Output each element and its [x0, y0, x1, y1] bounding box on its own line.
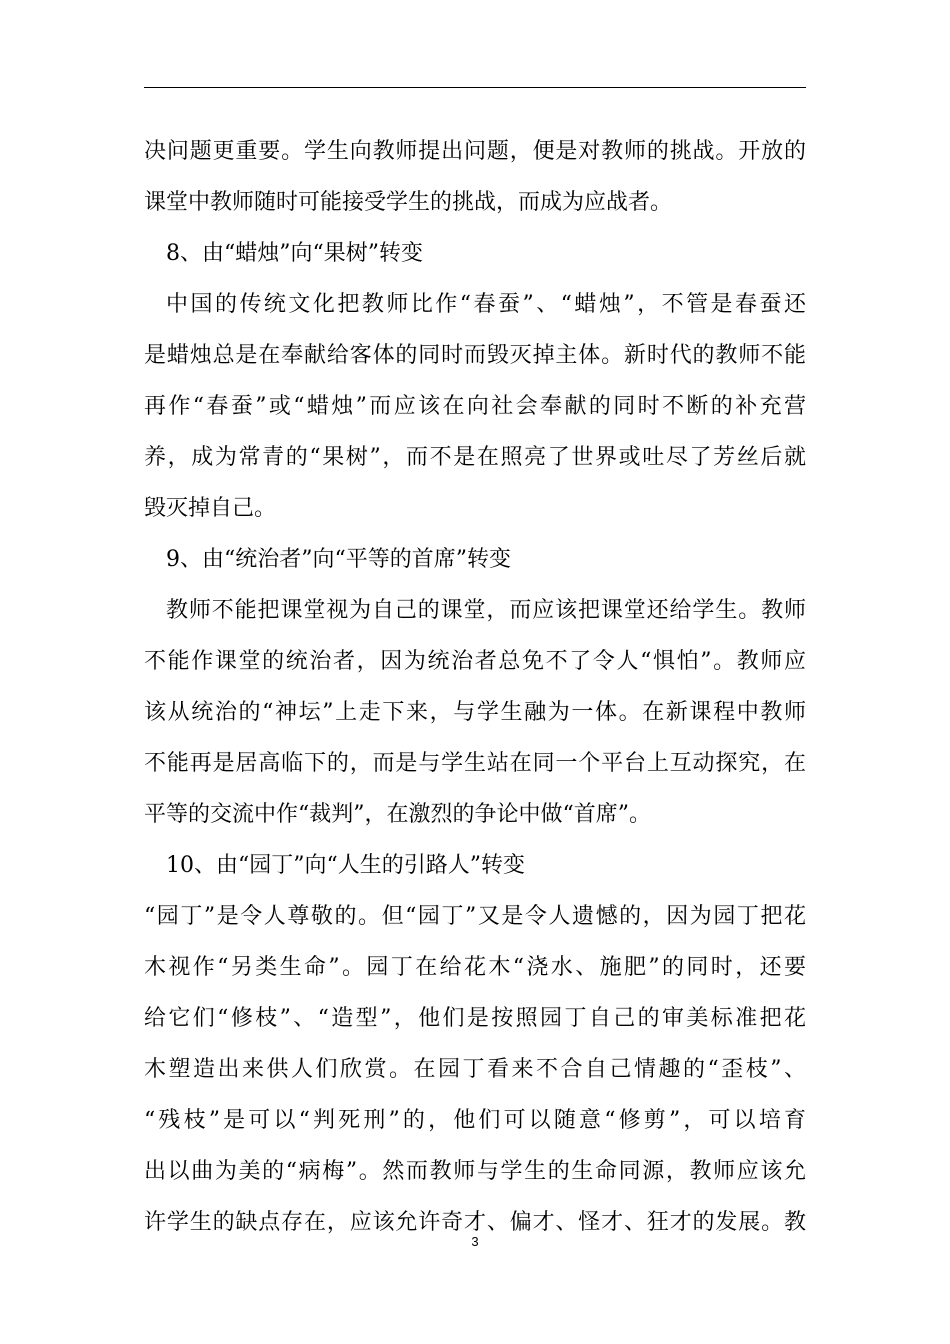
- text-line: 不能作课堂的统治者，因为统治者总免不了令人“惧怕”。教师应: [144, 649, 806, 674]
- text-line: 许学生的缺点存在，应该允许奇才、偏才、怪才、狂才的发展。教: [144, 1210, 806, 1235]
- text-line: 平等的交流中作“裁判”，在激烈的争论中做“首席”。: [144, 802, 651, 827]
- text-line: 木视作“另类生命”。园丁在给花木“浇水、施肥”的同时，还要: [144, 955, 806, 980]
- text-line: “残枝”是可以“判死刑”的，他们可以随意“修剪”，可以培育: [144, 1108, 806, 1133]
- text-line: 该从统治的“神坛”上走下来，与学生融为一体。在新课程中教师: [144, 700, 806, 725]
- text-line: 课堂中教师随时可能接受学生的挑战，而成为应战者。: [144, 190, 673, 215]
- text-line: 出以曲为美的“病梅”。然而教师与学生的生命同源，教师应该允: [144, 1159, 806, 1184]
- text-line: 教师不能把课堂视为自己的课堂，而应该把课堂还给学生。教师: [166, 598, 806, 623]
- section-heading: 8、由“蜡烛”向“果树”转变: [166, 241, 423, 266]
- text-line: 再作“春蚕”或“蜡烛”而应该在向社会奉献的同时不断的补充营: [144, 394, 806, 419]
- text-line: 是蜡烛总是在奉献给客体的同时而毁灭掉主体。新时代的教师不能: [144, 343, 806, 368]
- section-heading: 10、由“园丁”向“人生的引路人”转变: [166, 853, 525, 878]
- page-number: 3: [471, 1234, 479, 1249]
- text-line: 养，成为常青的“果树”，而不是在照亮了世界或吐尽了芳丝后就: [144, 445, 806, 470]
- text-line: 木塑造出来供人们欣赏。在园丁看来不合自己情趣的“歪枝”、: [144, 1057, 806, 1082]
- text-line: “园丁”是令人尊敬的。但“园丁”又是令人遗憾的，因为园丁把花: [144, 904, 806, 929]
- document-body: [144, 126, 806, 1248]
- header-rule: [144, 87, 806, 88]
- text-line: 给它们“修枝”、“造型”，他们是按照园丁自己的审美标准把花: [144, 1006, 806, 1031]
- section-heading: 9、由“统治者”向“平等的首席”转变: [166, 547, 511, 572]
- text-line: 不能再是居高临下的，而是与学生站在同一个平台上互动探究，在: [144, 751, 806, 776]
- text-line: 毁灭掉自己。: [144, 496, 277, 521]
- text-line: 决问题更重要。学生向教师提出问题，便是对教师的挑战。开放的: [144, 139, 806, 164]
- text-line: 中国的传统文化把教师比作“春蚕”、“蜡烛”，不管是春蚕还: [166, 292, 806, 317]
